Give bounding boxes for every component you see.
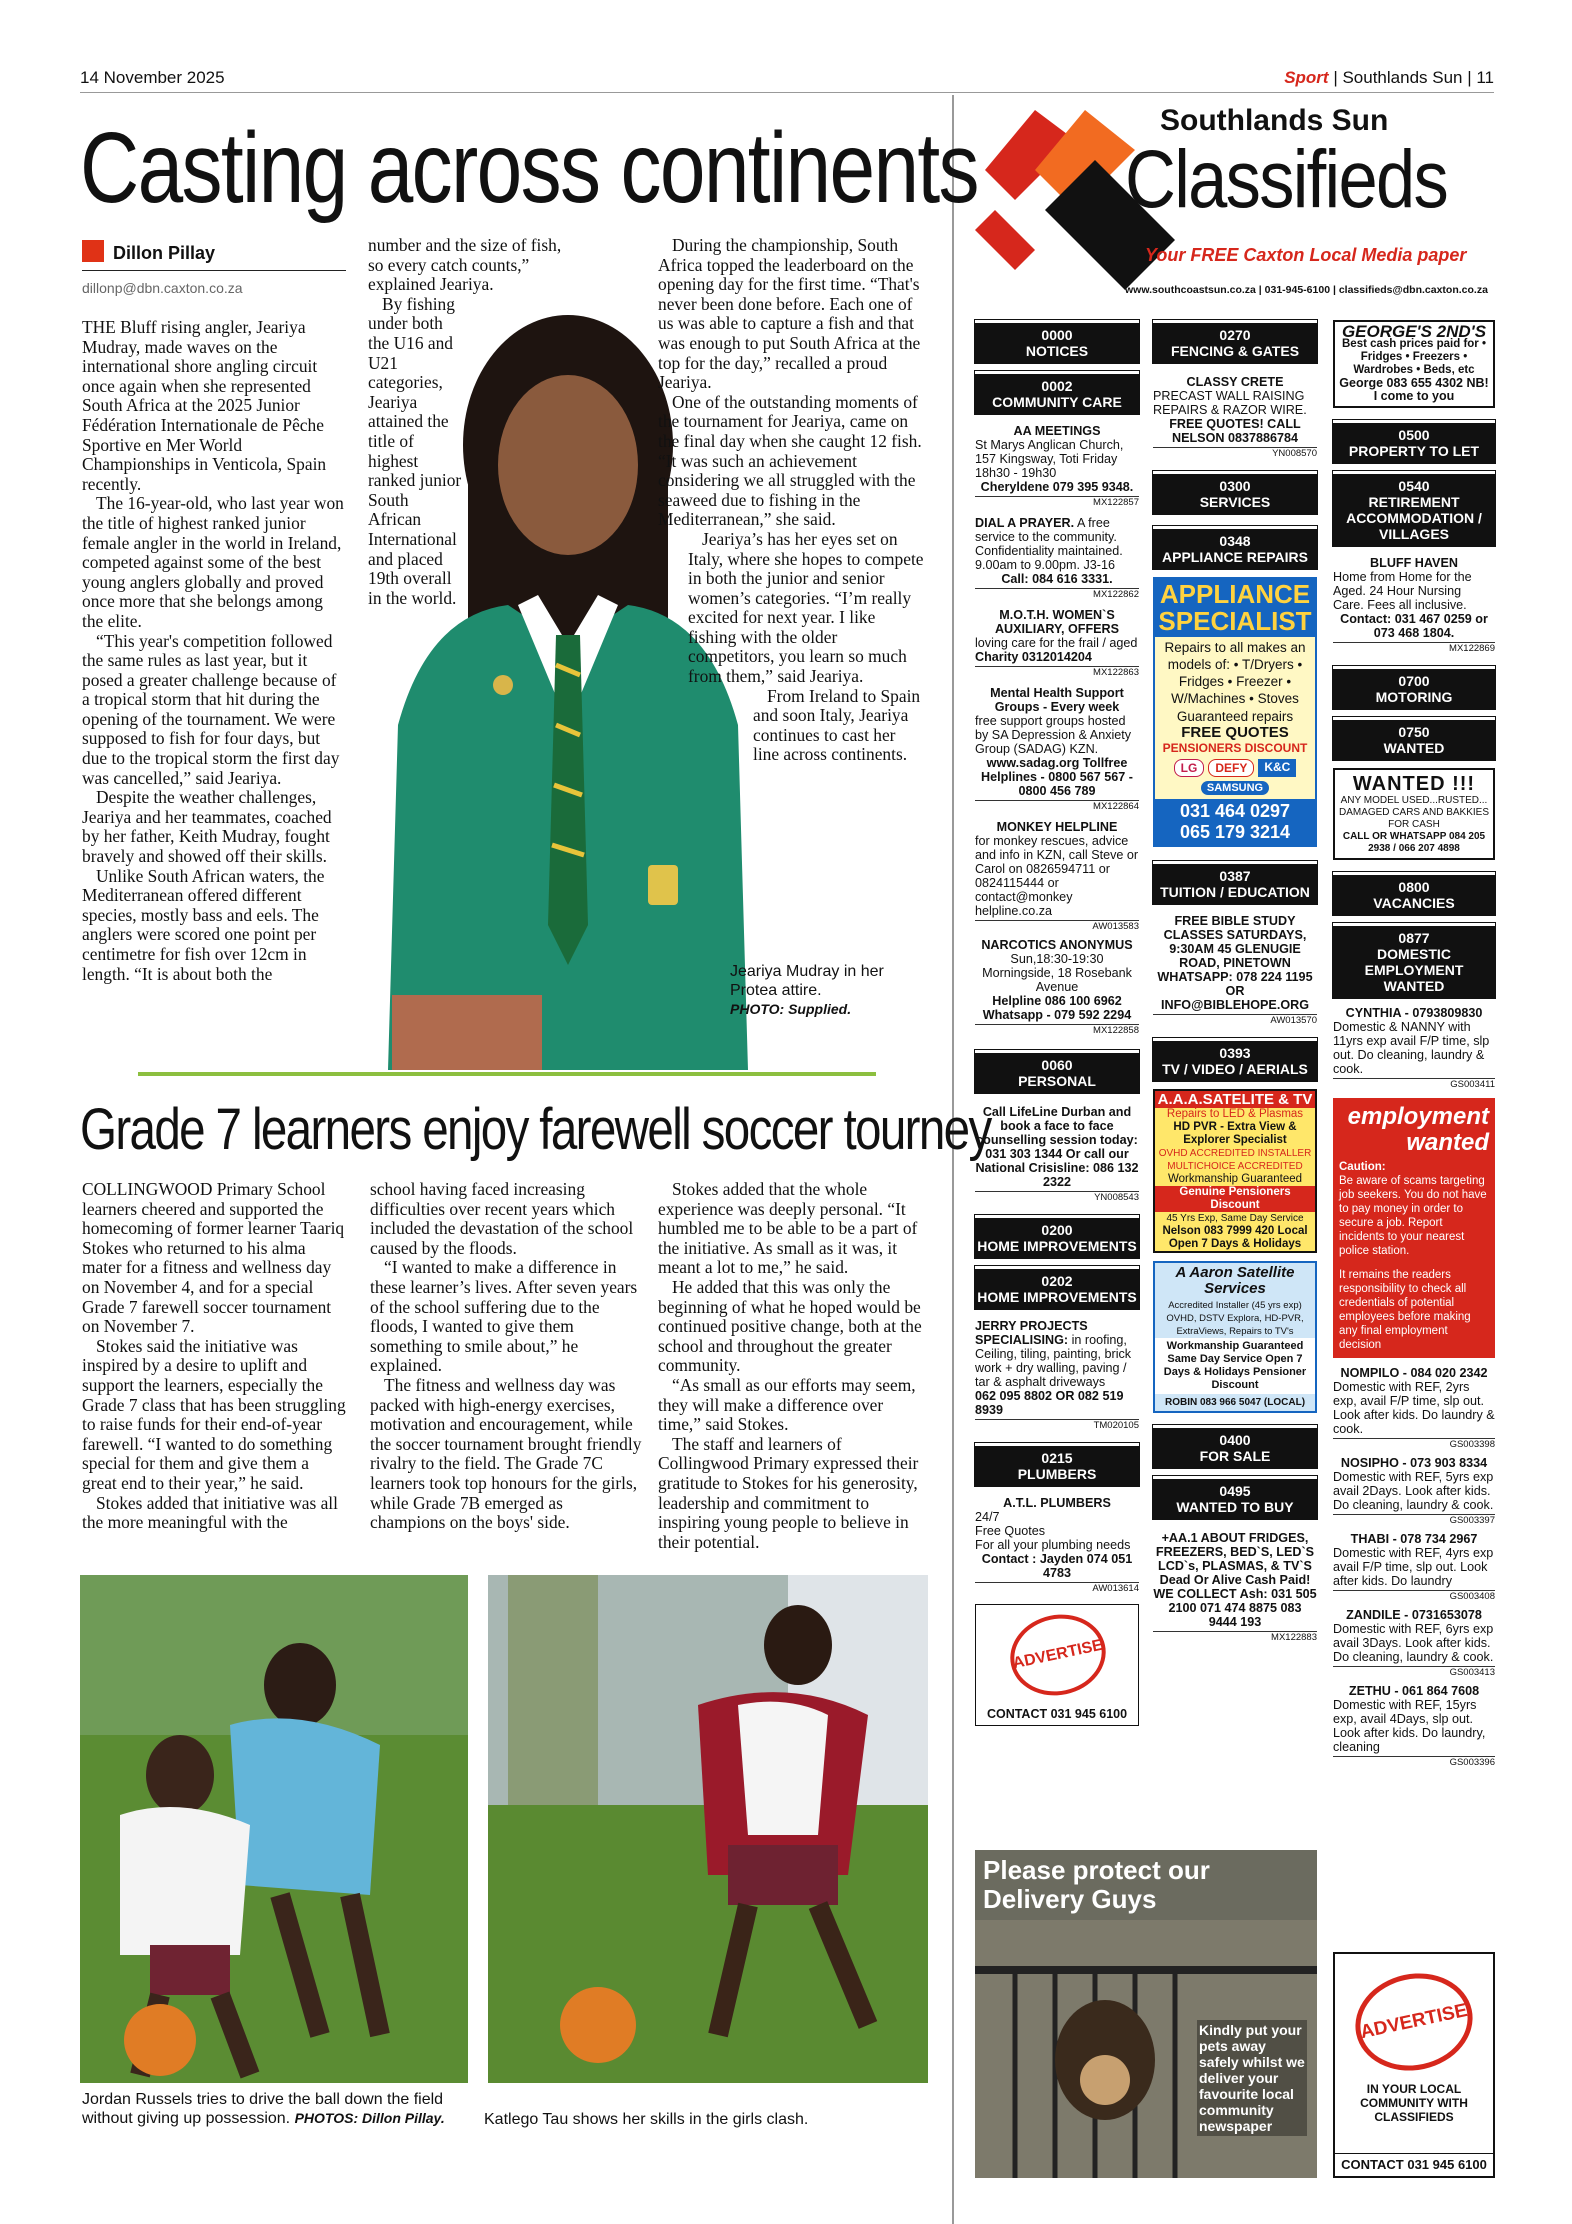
ad-aa1	[1153, 1531, 1317, 1643]
section-0700: 0700 MOTORING	[1333, 666, 1495, 709]
brand-top: Southlands Sun	[1160, 104, 1389, 137]
community-body: IN YOUR LOCAL COMMUNITY WITH CLASSIFIEDS	[1360, 2082, 1468, 2124]
ad-title: GEORGE'S 2ND'S	[1341, 322, 1487, 341]
classified-col-1	[975, 320, 1139, 1726]
ad-wanted-cars	[1333, 768, 1495, 860]
ad-phone: George 083 655 4302 NB! I come to you	[1339, 376, 1489, 403]
defy-logo: DEFY	[1208, 759, 1254, 777]
para: “As small as our efforts may seem, they will make a difference over time,” said Stokes.	[658, 1374, 916, 1435]
para: number and the size of fish, so every catch counts,” explained Jeariya.	[368, 235, 562, 295]
section-0495: 0495 WANTED TO BUY	[1153, 1476, 1317, 1519]
section-0750: 0750 WANTED	[1333, 717, 1495, 760]
para: Stokes said the initiative was inspired by a desire to uplift and support the learners, especially the Grade 7 class that has been struggling to raise funds for their end-of-year farewell. “I wanted to do something special for them and give them a great end to their year,” he said.	[82, 1335, 346, 1493]
ad-phone: CALL OR WHATSAPP 084 205 2938 / 066 207 4898	[1342, 831, 1486, 854]
ad-community-advertise	[1333, 1952, 1495, 2178]
ad-body: +AA.1 ABOUT FRIDGES, FREEZERS, BED`S, LED`S LCD`s, PLASMAS, & TV`S Dead Or Alive Cash Paid! WE COLLECT Ash: 031 505 2100 071 474 8875 083 9444 193	[1153, 1531, 1317, 1629]
para: school having faced increasing difficulties over recent years which included the devastation of the school caused by the floods.	[370, 1179, 634, 1258]
section-0060: 0060 PERSONAL	[975, 1050, 1139, 1093]
ad-employment-caution	[1333, 1098, 1495, 1358]
protect-body: Kindly put your pets away safely whilst we deliver your favourite local community newspaper	[1197, 2020, 1307, 2136]
kic-logo: K&C	[1258, 759, 1296, 777]
lg-logo: LG	[1174, 759, 1205, 777]
article-separator	[138, 1072, 876, 1076]
ad-phone: Helpline 086 100 6962 Whatsapp - 079 592 2294	[982, 994, 1132, 1022]
ad-body: Open 7 Days & Holidays	[1168, 1238, 1302, 1250]
ad-body: HD PVR - Extra View & Explorer Specialist	[1173, 1121, 1297, 1146]
ad-body: Genuine Pensioners Discount	[1155, 1186, 1315, 1212]
ad-ref: GS003411	[1333, 1078, 1495, 1090]
ad-title: BLUFF HAVEN	[1370, 556, 1458, 570]
ad-lifeline	[975, 1105, 1139, 1203]
para: COLLINGWOOD Primary School learners cheered and supported the homecoming of former learner Taariq Stokes who returned to his alma mater for a fitness and wellness day on November 4, and for a special Grade 7 farewell soccer tournament on November 7.	[82, 1179, 345, 1337]
ad-title: NARCOTICS ANONYMUS	[981, 938, 1133, 952]
ad-body: Best cash prices paid for • Fridges • Freezers • Wardrobes • Beds, etc	[1342, 338, 1486, 376]
advertise-stamp: ADVERTISE	[1346, 1963, 1481, 2081]
para: “This year's competition followed the same rules as last year, but it posed a greater challenge because of a tropical storm that hit during the opening of the tournament. We were supposed to fish for four days, but due to the tropical storm the first day was cancelled,” said Jeariya.	[82, 630, 340, 788]
ad-body: Workmanship Guaranteed	[1167, 1173, 1303, 1185]
ad-monkey	[975, 820, 1139, 932]
ad-body: in roofing, Ceiling, tiling, painting, brick work + dry walling, paving / tar & asphalt driveways	[975, 1333, 1132, 1389]
issue-date: 14 November 2025	[80, 68, 225, 87]
brand-logos	[1155, 755, 1315, 799]
ad-zandile	[1333, 1608, 1495, 1678]
section-0200: 0200 HOME IMPROVEMENTS	[975, 1215, 1139, 1258]
section-0270: 0270 FENCING & GATES	[1153, 320, 1317, 363]
ad-ref: GS003398	[1333, 1438, 1495, 1450]
byline-rule	[82, 270, 346, 271]
ad-dial	[975, 516, 1139, 600]
ad-title: employment wanted	[1347, 1103, 1489, 1156]
ad-body: Call LifeLine Durban and book a face to face counselling session today: 031 303 1344 Or call our National Crisisline: 086 132 2322	[975, 1105, 1139, 1189]
ad-title: DIAL A PRAYER.	[975, 516, 1075, 530]
ad-body: Home from Home for the Aged. 24 Hour Nursing Care. Fees all inclusive.	[1333, 570, 1472, 612]
page-header-right	[1284, 68, 1494, 88]
ad-aaron-satellite	[1153, 1261, 1317, 1413]
para: “I wanted to make a difference in these learner’s lives. After seven years of the school suffering due to the floods, I wanted to give them something to smile about,” he explained.	[370, 1257, 638, 1376]
ad-phone: FREE QUOTES! CALL NELSON 0837886784	[1169, 417, 1301, 445]
ad-phone: 062 095 8802 OR 082 519 8939	[975, 1389, 1124, 1417]
ad-ref: MX122857	[975, 496, 1139, 508]
para: From Ireland to Spain and soon Italy, Jeariya continues to cast her line across continents.	[753, 685, 921, 765]
advertise-box	[975, 1604, 1139, 1726]
section-0400: 0400 FOR SALE	[1153, 1425, 1317, 1468]
ad-body: Repairs to all makes an models of: • T/Dryers • Fridges • Freezer • W/Machines • Stoves	[1164, 640, 1306, 706]
para: Stokes added that the whole experience was deeply personal. “It humbled me to be able to be a part of the initiative. As small as it was, it meant a lot to me,” he said.	[658, 1179, 918, 1278]
ad-ref: TM020105	[975, 1419, 1139, 1431]
caption-text: Jordan Russels tries to drive the ball down the field without giving up possession.	[82, 2091, 444, 2127]
para: He added that this was only the beginning of what he hoped would be continued positive change, both at the school and throughout the greater community.	[658, 1276, 922, 1376]
ad-title: CYNTHIA - 0793809830	[1345, 1006, 1483, 1020]
section-0002: 0002 COMMUNITY CARE	[975, 371, 1139, 414]
ad-phone: Nelson 083 7999 420 Local	[1162, 1225, 1308, 1237]
ad-body: FREE QUOTES	[1181, 724, 1289, 741]
ad-body: PENSIONERS DISCOUNT	[1162, 741, 1308, 755]
ad-mental	[975, 686, 1139, 812]
article1-col3	[658, 236, 924, 765]
ad-title: ZETHU - 061 864 7608	[1348, 1684, 1480, 1698]
section-0348: 0348 APPLIANCE REPAIRS	[1153, 526, 1317, 569]
para: Unlike South African waters, the Mediterranean offered different species, mostly bass and eels. The anglers were scored one point per centimetre for fish over 12cm in length. “It is about both the	[82, 865, 325, 984]
ad-body: PRECAST WALL RAISING REPAIRS & RAZOR WIRE.	[1153, 389, 1307, 417]
ad-narcotics	[975, 938, 1139, 1036]
section-label: Sport	[1284, 68, 1329, 87]
section-0300: 0300 SERVICES	[1153, 471, 1317, 514]
ad-thabi	[1333, 1532, 1495, 1602]
advertise-stamp: ADVERTISE	[1003, 1606, 1114, 1704]
ad-protect-delivery	[975, 1850, 1317, 2178]
ad-title: APPLIANCE SPECIALIST	[1155, 579, 1315, 637]
samsung-logo: SAMSUNG	[1201, 781, 1269, 795]
ad-atl	[975, 1496, 1139, 1594]
ad-ref: GS003408	[1333, 1590, 1495, 1602]
ad-body: Domestic & NANNY with 11yrs exp avail F/P time, slp out. Do cleaning, laundry & cook.	[1333, 1020, 1490, 1076]
ad-ref: MX122864	[975, 800, 1139, 812]
soccer-caption-2: Katlego Tau shows her skills in the girls clash.	[484, 2111, 809, 2128]
protect-title: Please protect our Delivery Guys	[983, 1855, 1210, 1914]
ad-body: 45 Yrs Exp, Same Day Service	[1166, 1213, 1304, 1224]
ad-body: Guaranteed repairs	[1176, 709, 1294, 724]
ad-ref: AW013583	[975, 920, 1139, 932]
ad-title: Mental Health Support Groups - Every week	[990, 686, 1124, 714]
soccer-photo-boys	[80, 1575, 468, 2083]
ad-ref: AW013570	[1153, 1014, 1317, 1026]
classified-col-2	[1153, 320, 1317, 1643]
section-0877: 0877 DOMESTIC EMPLOYMENT WANTED	[1333, 923, 1495, 998]
ad-phone: Cheryldene 079 395 9348.	[980, 480, 1134, 494]
ad-body: Domestic with REF, 4yrs exp avail F/P time, slp out. Look after kids. Do laundry	[1333, 1546, 1494, 1588]
article2-col1	[82, 1180, 346, 1533]
ad-body: ANY MODEL USED...RUSTED... DAMAGED CARS AND BAKKIES FOR CASH	[1338, 795, 1490, 830]
ad-moth	[975, 608, 1139, 678]
ad-jerry	[975, 1319, 1139, 1431]
ad-ref: MX122858	[975, 1024, 1139, 1036]
ad-ref: GS003396	[1333, 1756, 1495, 1768]
para: Stokes added that initiative was all the more meaningful with the	[82, 1492, 338, 1533]
advertise-contact: CONTACT 031 945 6100	[986, 1707, 1128, 1721]
ad-body: free support groups hosted by SA Depression & Anxiety Group (SADAG) KZN.	[975, 714, 1132, 756]
ad-title: A.T.L. PLUMBERS	[1003, 1496, 1111, 1510]
ad-phone: www.sadag.org Tollfree Helplines - 0800 567 567 - 0800 456 789	[981, 756, 1133, 798]
section-0540: 0540 RETIREMENT ACCOMMODATION / VILLAGES	[1333, 471, 1495, 546]
ad-phone: Contact: 031 467 0259 or 073 468 1804.	[1340, 612, 1488, 640]
ad-body: Accredited Installer (45 yrs exp)	[1168, 1300, 1302, 1311]
ad-body: loving care for the frail / aged	[975, 636, 1138, 650]
section-0500: 0500 PROPERTY TO LET	[1333, 420, 1495, 463]
community-contact: CONTACT 031 945 6100	[1335, 2153, 1493, 2172]
ad-ref: YN008543	[975, 1191, 1139, 1203]
byline-marker	[82, 240, 104, 262]
section-0202: 0202 HOME IMPROVEMENTS	[975, 1266, 1139, 1309]
ad-nompilo	[1333, 1366, 1495, 1450]
ad-body: Domestic with REF, 2yrs exp, avail F/P time, slp out. Look after kids. Do laundry & cook.	[1333, 1380, 1495, 1436]
soccer-photo-girls	[488, 1575, 928, 2083]
ad-body: Repairs to LED & Plasmas	[1166, 1108, 1304, 1120]
ad-title: M.O.T.H. WOMEN`S AUXILIARY, OFFERS	[994, 608, 1120, 636]
para: THE Bluff rising angler, Jeariya Mudray, made waves on the international shore angling circuit once again when she represented South Africa at the 2025 Junior Fédération Internationale de Pêche Sportive en Mer World Championships in Venticola, Spain recently.	[82, 317, 327, 494]
ad-body: Domestic with REF, 15yrs exp, avail 4Days, slp out. Look after kids. Do laundry, cleaning	[1333, 1698, 1486, 1754]
ad-body: Be aware of scams targeting job seekers. You do not have to pay money in order to secure a job. Report incidents to your nearest police station.	[1339, 1175, 1487, 1257]
ad-title: MONKEY HELPLINE	[996, 820, 1118, 834]
para: The fitness and wellness day was packed with high-energy exercises, motivation and encouragement, while the soccer tournament brought friendly rivalry to the field. The Grade 7C learners took top honours for the girls, while Grade 7B emerged as champions on the boys' side.	[370, 1374, 642, 1533]
ad-body: FREE BIBLE STUDY CLASSES SATURDAYS, 9:30AM 45 GLENUGIE ROAD, PINETOWN WHATSAPP: 078 224 1195 OR INFO@BIBLEHOPE.ORG	[1157, 914, 1313, 1012]
para: By fishing under both the U16 and U21 categories, Jeariya attained the title of highest ranked junior South African International and placed 19th overall in the world.	[368, 293, 462, 608]
ad-title: THABI - 078 734 2967	[1350, 1532, 1478, 1546]
ad-nosipho	[1333, 1456, 1495, 1526]
section-0800: 0800 VACANCIES	[1333, 872, 1495, 915]
ad-phone: ROBIN 083 966 5047 (LOCAL)	[1164, 1397, 1306, 1408]
paper-label: | Southlands Sun | 11	[1333, 68, 1494, 87]
ad-george	[1333, 320, 1495, 408]
para: Despite the weather challenges, Jeariya and her teammates, coached by her father, Keith Mudray, fought bravely and showed off their skills.	[82, 787, 332, 867]
brand-name: Classifieds	[1125, 134, 1448, 225]
section-0215: 0215 PLUMBERS	[975, 1443, 1139, 1486]
photo-credit: PHOTO: Supplied.	[730, 1001, 852, 1017]
ad-body: for monkey rescues, advice and info in KZN, call Steve or Carol on 0826594711 or 0824115444 or contact@monkey helpline.co.za	[975, 834, 1139, 918]
article1-col2	[368, 236, 568, 608]
ad-bluff-haven	[1333, 556, 1495, 654]
ad-title: A.A.A.SATELITE & TV	[1155, 1091, 1315, 1108]
classified-col-3	[1333, 320, 1495, 1768]
ad-phone: 031 464 0297	[1179, 801, 1291, 821]
ad-title: JERRY PROJECTS SPECIALISING:	[975, 1319, 1088, 1347]
ad-body: OVHD ACCREDITED INSTALLER MULTICHOICE ACCREDITED	[1158, 1148, 1312, 1172]
para: The staff and learners of Collingwood Primary expressed their gratitude to Stokes for his generosity, leadership and commitment to inspiring young people to believe in their potential.	[658, 1433, 919, 1552]
ad-body: Domestic with REF, 5yrs exp avail 2Days. Look after kids. Do cleaning, laundry & cook.	[1333, 1470, 1494, 1512]
para: During the championship, South Africa topped the leaderboard on the opening day for the first time. “That's never been done before. Each one of us was able to capture a fish and that was enough to put South Africa at the top for the day,” recalled a proud Jeariya.	[658, 235, 921, 393]
byline-author: Dillon Pillay	[113, 243, 216, 263]
header-rule	[80, 92, 1494, 93]
caption-text: Jeariya Mudray in her Protea attire.	[730, 963, 884, 999]
ad-phone: 065 179 3214	[1179, 822, 1291, 842]
ad-ref: GS003413	[1333, 1666, 1495, 1678]
photo-credit: PHOTOS: Dillon Pillay.	[294, 2110, 445, 2126]
ad-ref: GS003397	[1333, 1514, 1495, 1526]
ad-title: A Aaron Satellite Services	[1175, 1264, 1295, 1297]
ad-ref: MX122883	[1153, 1631, 1317, 1643]
ad-body: A free service to the community. Confidentiality maintained. 9.00am to 9.00pm. J3-16	[975, 516, 1123, 572]
ad-title: NOMPILO - 084 020 2342	[1340, 1366, 1488, 1380]
ad-ref: AW013614	[975, 1582, 1139, 1594]
ad-aaa-satellite	[1153, 1089, 1317, 1253]
ad-appliance	[1153, 577, 1317, 847]
para: One of the outstanding moments of the tournament for Jeariya, came on the final day when she caught 12 fish. “It was such an achievement considering we all struggled with the seaweed due to fishing in the Mediterranean,” she said.	[658, 391, 922, 530]
ad-body: Domestic with REF, 6yrs exp avail 3Days. Look after kids. Do cleaning, laundry & cook.	[1333, 1622, 1494, 1664]
ad-classy-crete	[1153, 375, 1317, 459]
ad-bible	[1153, 914, 1317, 1026]
caution-label: Caution:	[1339, 1161, 1386, 1173]
headline-grade7: Grade 7 learners enjoy farewell soccer tourney	[80, 1097, 991, 1162]
ad-phone: Call: 084 616 3331.	[1001, 572, 1113, 586]
jeariya-caption	[730, 962, 910, 1019]
section-0000: 0000 NOTICES	[975, 320, 1139, 363]
ad-body: OVHD, DSTV Explora, HD-PVR, ExtraViews, Repairs to TV's	[1166, 1313, 1304, 1337]
ad-title: AA MEETINGS	[1013, 424, 1101, 438]
ad-cynthia	[1333, 1006, 1495, 1090]
ad-ref: MX122862	[975, 588, 1139, 600]
ad-ref: MX122869	[1333, 642, 1495, 654]
ad-ref: MX122863	[975, 666, 1139, 678]
ad-title: NOSIPHO - 073 903 8334	[1340, 1456, 1488, 1470]
ad-body: Sun,18:30-19:30 Morningside, 18 Rosebank Avenue	[982, 952, 1132, 994]
article2-col3	[658, 1180, 926, 1552]
ad-title: ZANDILE - 0731653078	[1346, 1608, 1482, 1622]
ad-body: It remains the readers responsibility to check all credentials of potential employees before making any final employment decision	[1339, 1269, 1471, 1351]
headline-casting: Casting across continents	[80, 112, 978, 224]
byline-email: dillonp@dbn.caxton.co.za	[82, 280, 243, 296]
ad-phone: Contact : Jayden 074 051 4783	[981, 1552, 1133, 1580]
ad-ref: YN008570	[1153, 447, 1317, 459]
article2-col2	[370, 1180, 642, 1533]
section-0387: 0387 TUITION / EDUCATION	[1153, 861, 1317, 904]
classifieds-masthead	[975, 100, 1495, 305]
ad-body: 24/7 Free Quotes For all your plumbing needs	[975, 1510, 1131, 1552]
para: The 16-year-old, who last year won the title of highest ranked junior female angler in the world in Ireland, competed against some of the best young anglers globally and proved once more that she belongs among the elite.	[82, 493, 344, 631]
ad-aa	[975, 424, 1139, 508]
section-0393: 0393 TV / VIDEO / AERIALS	[1153, 1038, 1317, 1081]
ad-zethu	[1333, 1684, 1495, 1768]
soccer-caption-1	[82, 2090, 482, 2128]
para: Jeariya’s has her eyes set on Italy, where she hopes to compete in both the junior and senior women’s categories. “I’m really excited for next year. I like fishing with the older competitors, you learn so much from them,” said Jeariya.	[688, 528, 924, 687]
brand-contacts: www.southcoastsun.co.za | 031-945-6100 | classifieds@dbn.caxton.co.za	[1125, 284, 1488, 296]
ad-phone: Charity 0312014204	[975, 650, 1092, 664]
article1-col1	[82, 318, 346, 984]
ad-body: Workmanship Guaranteed Same Day Service Open 7 Days & Holidays Pensioner Discount	[1155, 1338, 1315, 1394]
ad-body: St Marys Anglican Church, 157 Kingsway, Toti Friday 18h30 - 19h30	[975, 438, 1124, 480]
brand-tagline: Your FREE Caxton Local Media paper	[1145, 245, 1467, 265]
ad-title: WANTED !!!	[1352, 773, 1476, 795]
ad-title: CLASSY CRETE	[1186, 375, 1284, 389]
